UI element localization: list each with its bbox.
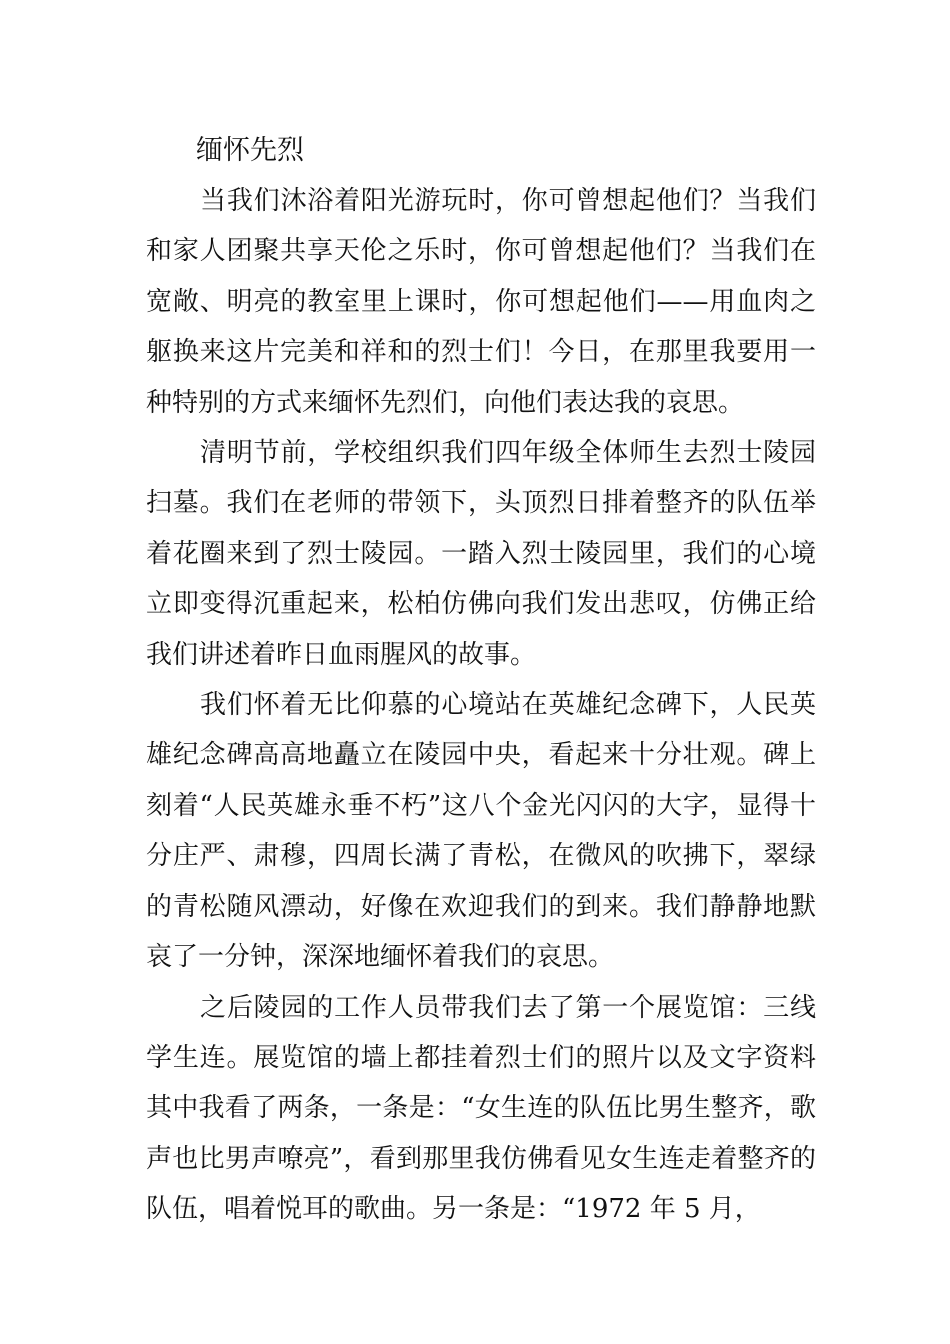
paragraph-2: 清明节前，学校组织我们四年级全体师生去烈士陵园扫墓。我们在老师的带领下，头顶烈日排着整齐的队伍举着花圈来到了烈士陵园。一踏入烈士陵园里，我们的心境立即变得沉重起来，松柏仿佛向我们发出悲叹，仿佛正给我们讲述着昨日血雨腥风的故事。 — [146, 438, 816, 670]
paragraph-1: 当我们沐浴着阳光游玩时，你可曾想起他们？当我们和家人团聚共享天伦之乐时，你可曾想起他们？当我们在宽敞、明亮的教室里上课时，你可想起他们——用血肉之躯换来这片完美和祥和的烈士们！今日，在那里我要用一种特别的方式来缅怀先烈们，向他们表达我的哀思。 — [146, 186, 816, 418]
paragraph-4: 之后陵园的工作人员带我们去了第一个展览馆：三线学生连。展览馆的墙上都挂着烈士们的照片以及文字资料其中我看了两条，一条是：“女生连的队伍比男生整齐，歌声也比男声嘹亮”，看到那里我仿佛看见女生连走着整齐的队伍，唱着悦耳的歌曲。另一条是：“1972 年 5 月， — [146, 992, 816, 1225]
document-body — [146, 176, 816, 1235]
document-title: 缅怀先烈 — [196, 135, 304, 166]
paragraph-3: 我们怀着无比仰慕的心境站在英雄纪念碑下，人民英雄纪念碑高高地矗立在陵园中央，看起来十分壮观。碑上刻着“人民英雄永垂不朽”这八个金光闪闪的大字，显得十分庄严、肃穆，四周长满了青松，在微风的吹拂下，翠绿的青松随风漂动，好像在欢迎我们的到来。我们静静地默哀了一分钟，深深地缅怀着我们的哀思。 — [146, 690, 816, 973]
